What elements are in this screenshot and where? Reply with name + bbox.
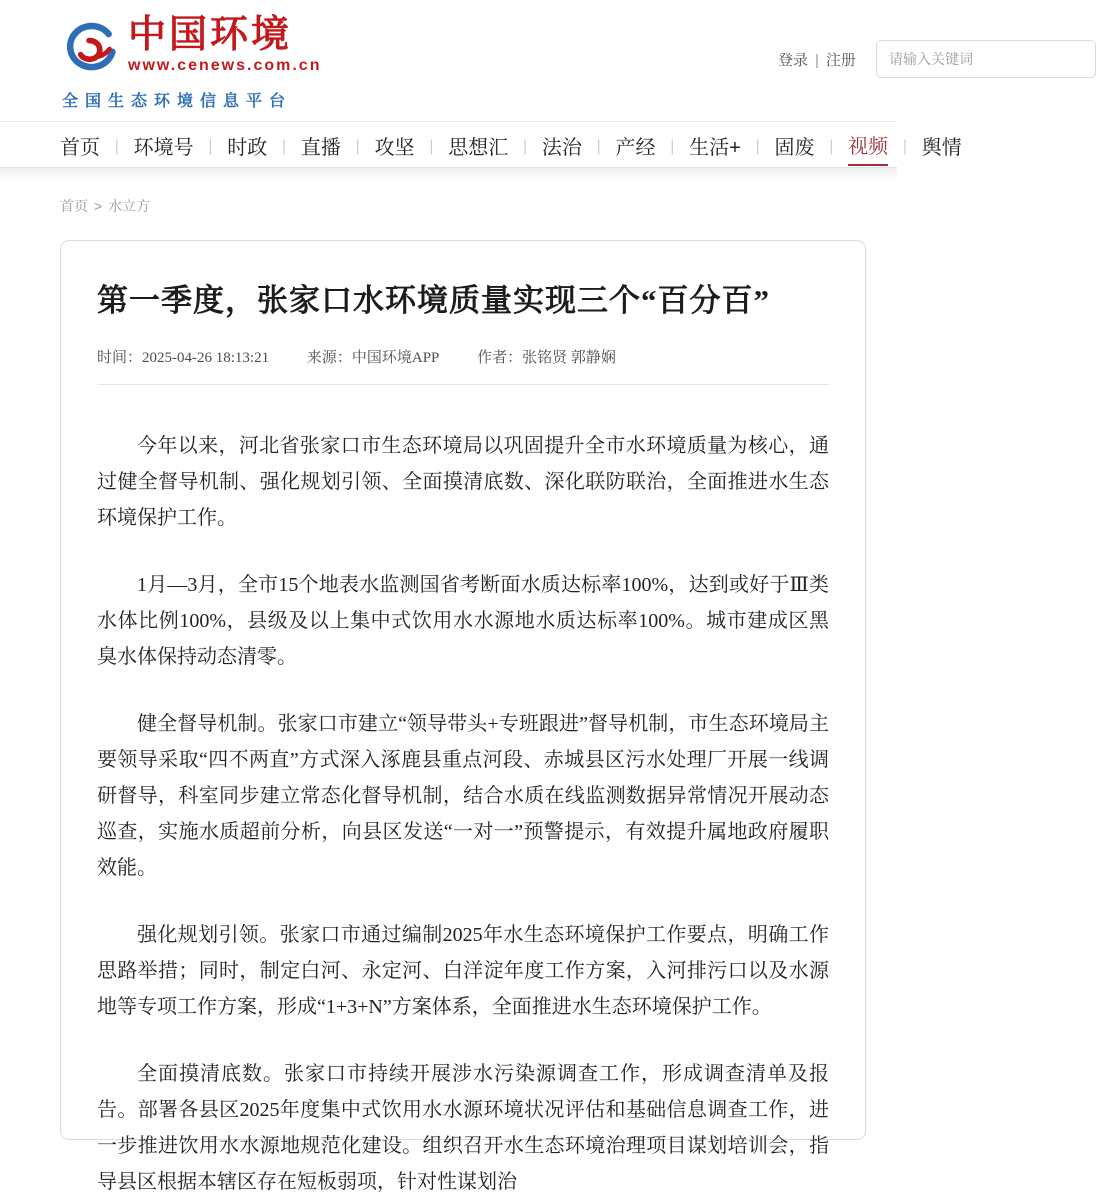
article-paragraph: 强化规划引领。张家口市通过编制2025年水生态环境保护工作要点，明确工作思路举措；同时，制定白河、永定河、白洋淀年度工作方案，入河排污口以及水源地等专项工作方案，形成“1+3+N”方案体系，全面推进水生态环境保护工作。	[97, 924, 829, 1018]
article	[97, 281, 829, 1200]
nav-item-fazhi[interactable]: 法治	[541, 136, 582, 159]
nav-separator: |	[523, 135, 527, 154]
main-nav	[0, 121, 962, 168]
login-link[interactable]: 登录	[778, 52, 809, 69]
breadcrumb-item-home[interactable]: 首页	[60, 198, 88, 214]
breadcrumb-item-shuilifang[interactable]: 水立方	[108, 198, 151, 214]
breadcrumb-separator: >	[94, 198, 103, 214]
article-paragraph: 1月—3月，全市15个地表水监测国省考断面水质达标率100%，达到或好于Ⅲ类水体比例100%，县级及以上集中式饮用水水源地水质达标率100%。城市建成区黑臭水体保持动态清零。	[97, 574, 829, 668]
article-card	[60, 240, 866, 1193]
meta-time: 时间：2025-04-26 18:13:21	[97, 350, 270, 366]
nav-shadow	[0, 168, 897, 181]
nav-item-home[interactable]: 首页	[60, 136, 100, 159]
article-body	[97, 385, 829, 1200]
nav-separator: |	[755, 135, 760, 154]
nav-item-chanjing[interactable]: 产经	[615, 136, 656, 159]
nav-item-gongjian[interactable]: 攻坚	[374, 136, 415, 159]
nav-item-gufei[interactable]: 固废	[774, 136, 815, 159]
logo-slogan: 全国生态环境信息平台	[62, 93, 293, 110]
auth-separator: |	[815, 52, 819, 69]
meta-source: 来源：中国环境APP	[306, 350, 440, 366]
breadcrumb	[60, 196, 897, 216]
logo-title: 中国环境	[128, 14, 293, 56]
nav-separator: |	[829, 135, 834, 154]
nav-separator: |	[596, 135, 601, 154]
meta-author: 作者：张铭贤 郭静娴	[477, 350, 616, 366]
nav-separator: |	[355, 135, 360, 154]
nav-separator: |	[670, 135, 675, 154]
auth-links	[778, 49, 856, 70]
nav-item-shizheng[interactable]: 时政	[227, 136, 268, 159]
site-header	[0, 0, 897, 121]
nav-separator: |	[282, 135, 286, 154]
site-logo[interactable]	[62, 14, 321, 78]
nav-separator: |	[903, 135, 907, 154]
nav-item-huanjinghao[interactable]: 环境号	[133, 136, 194, 159]
nav-separator: |	[208, 135, 213, 154]
logo-swirl-icon	[62, 20, 118, 78]
article-paragraph: 今年以来，河北省张家口市生态环境局以巩固提升全市水环境质量为核心，通过健全督导机制、强化规划引领、全面摸清底数、深化联防联治，全面推进水生态环境保护工作。	[97, 435, 829, 529]
register-link[interactable]: 注册	[825, 52, 856, 69]
nav-item-shenghuo[interactable]: 生活+	[689, 136, 741, 159]
article-title: 第一季度，张家口水环境质量实现三个“百分百”	[97, 283, 770, 318]
nav-separator: |	[429, 135, 434, 154]
logo-url: www.cenews.com.cn	[128, 57, 322, 74]
nav-separator: |	[115, 135, 119, 154]
nav-item-shipin[interactable]: 视频	[848, 124, 888, 166]
nav-item-sixianghui[interactable]: 思想汇	[448, 136, 509, 159]
article-paragraph: 健全督导机制。张家口市建立“领导带头+专班跟进”督导机制，市生态环境局主要领导采取“四不两直”方式深入涿鹿县重点河段、赤城县区污水处理厂开展一线调研督导，科室同步建立常态化督导机制，结合水质在线监测数据异常情况开展动态巡查，实施水质超前分析，向县区发送“一对一”预警提示，有效提升属地政府履职效能。	[97, 713, 829, 879]
article-meta	[97, 346, 829, 367]
nav-item-zhibo[interactable]: 直播	[300, 136, 341, 159]
article-paragraph: 全面摸清底数。张家口市持续开展涉水污染源调查工作，形成调查清单及报告。部署各县区2025年度集中式饮用水水源环境状况评估和基础信息调查工作，进一步推进饮用水水源地规范化建设。组织召开水生态环境治理项目谋划培训会，指导县区根据本辖区存在短板弱项，针对性谋划治	[97, 1063, 829, 1193]
nav-item-yuqing[interactable]: 舆情	[921, 136, 962, 159]
search-input[interactable]	[876, 40, 1096, 78]
